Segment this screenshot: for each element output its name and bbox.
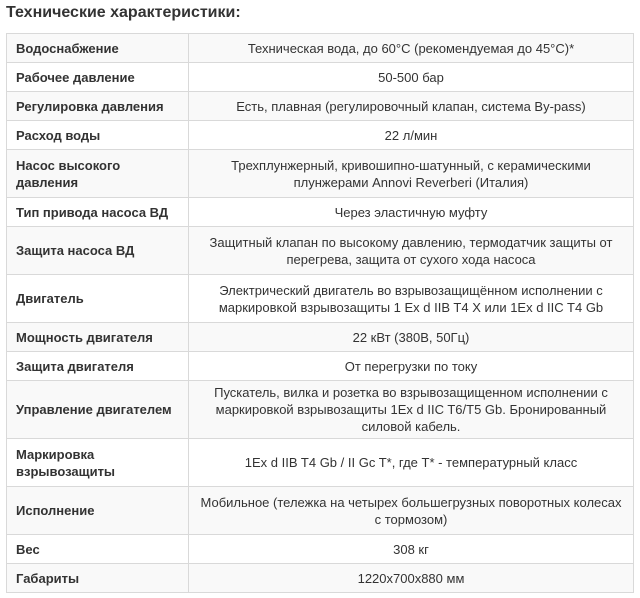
- specs-table: [6, 33, 634, 593]
- table-row: [7, 439, 634, 487]
- spec-label: Маркировка взрывозащиты: [7, 439, 189, 487]
- spec-value: 308 кг: [189, 535, 634, 564]
- spec-label: Защита двигателя: [7, 352, 189, 381]
- spec-label: Насос высокого давления: [7, 150, 189, 198]
- spec-value: Мобильное (тележка на четырех большегрузных поворотных колесах с тормозом): [189, 487, 634, 535]
- table-row: [7, 121, 634, 150]
- section-title: Технические характеристики:: [6, 4, 241, 21]
- spec-label: Рабочее давление: [7, 63, 189, 92]
- table-row: [7, 92, 634, 121]
- spec-label: Управление двигателем: [7, 381, 189, 439]
- spec-label: Защита насоса ВД: [7, 227, 189, 275]
- spec-label: Тип привода насоса ВД: [7, 198, 189, 227]
- table-row: [7, 381, 634, 439]
- spec-value: Через эластичную муфту: [189, 198, 634, 227]
- table-row: [7, 352, 634, 381]
- table-row: [7, 150, 634, 198]
- spec-label: Расход воды: [7, 121, 189, 150]
- spec-value: Защитный клапан по высокому давлению, термодатчик защиты от перегрева, защита от сухого хода насоса: [189, 227, 634, 275]
- spec-label: Вес: [7, 535, 189, 564]
- spec-value: Пускатель, вилка и розетка во взрывозащищенном исполнении с маркировкой взрывозащиты 1Ex d IIC T6/T5 Gb. Бронированный силовой кабель.: [189, 381, 634, 439]
- table-row: [7, 564, 634, 593]
- spec-value: 1220x700x880 мм: [189, 564, 634, 593]
- spec-label: Регулировка давления: [7, 92, 189, 121]
- spec-label: Водоснабжение: [7, 34, 189, 63]
- table-row: [7, 275, 634, 323]
- table-row: [7, 63, 634, 92]
- spec-value: 50-500 бар: [189, 63, 634, 92]
- spec-value: 22 л/мин: [189, 121, 634, 150]
- spec-value: Электрический двигатель во взрывозащищённом исполнении с маркировкой взрывозащиты 1 Ex d IIB T4 X или 1Ex d IIC T4 Gb: [189, 275, 634, 323]
- spec-value: Трехплунжерный, кривошипно-шатунный, с керамическими плунжерами Annovi Reverberi (Италия): [189, 150, 634, 198]
- table-row: [7, 323, 634, 352]
- spec-label: Двигатель: [7, 275, 189, 323]
- table-row: [7, 487, 634, 535]
- table-row: [7, 535, 634, 564]
- spec-value: 1Ex d IIB T4 Gb / II Gc T*, где T* - температурный класс: [189, 439, 634, 487]
- spec-value: Техническая вода, до 60°C (рекомендуемая до 45°C)*: [189, 34, 634, 63]
- spec-label: Исполнение: [7, 487, 189, 535]
- spec-value: 22 кВт (380В, 50Гц): [189, 323, 634, 352]
- spec-value: От перегрузки по току: [189, 352, 634, 381]
- spec-label: Мощность двигателя: [7, 323, 189, 352]
- table-row: [7, 227, 634, 275]
- table-row: [7, 198, 634, 227]
- spec-label: Габариты: [7, 564, 189, 593]
- spec-value: Есть, плавная (регулировочный клапан, система By-pass): [189, 92, 634, 121]
- table-row: [7, 34, 634, 63]
